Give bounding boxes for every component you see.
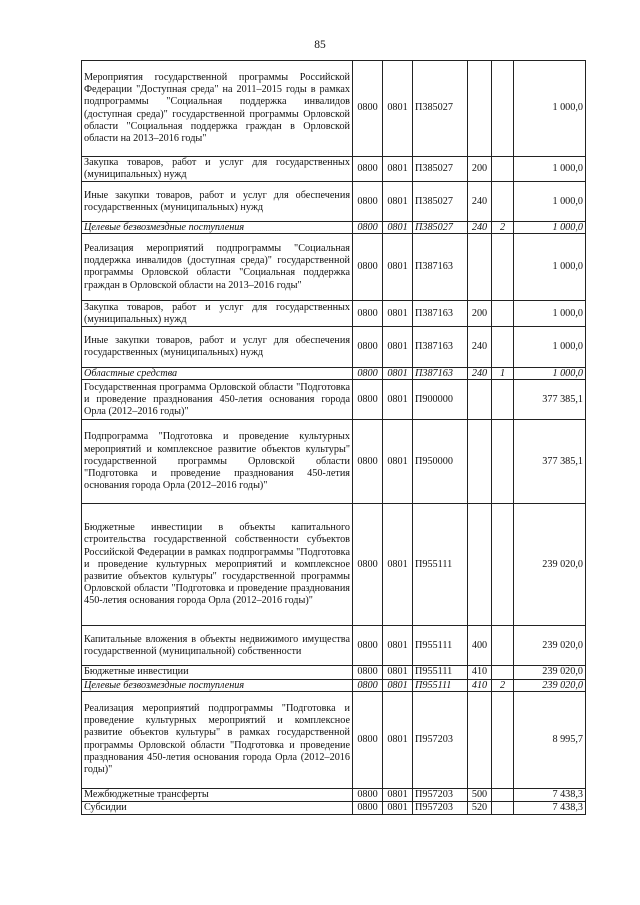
amount-value: 377 385,1: [514, 420, 586, 504]
expense-type-code: 410: [468, 679, 492, 691]
row-description: Межбюджетные трансферты: [82, 788, 353, 801]
funding-source-code: [492, 788, 514, 801]
section-code: 0800: [353, 222, 383, 234]
amount-value: 1 000,0: [514, 182, 586, 222]
funding-source-code: [492, 626, 514, 666]
amount-value: 7 438,3: [514, 801, 586, 814]
table-row: [82, 691, 586, 788]
subsection-code: 0801: [383, 679, 413, 691]
subsection-code: 0801: [383, 380, 413, 420]
expense-type-code: 240: [468, 222, 492, 234]
section-code: 0800: [353, 157, 383, 182]
subsection-code: 0801: [383, 691, 413, 788]
expense-type-code: [468, 380, 492, 420]
table-row: [82, 157, 586, 182]
row-description: Бюджетные инвестиции в объекты капитального строительства государственной собственности субъектов Российской Федерации в рамках подпрограммы "Подготовка и проведение культурных мероприятий и комплексное развитие объектов культуры" государственной программы Орловской области "Подготовка и проведение празднования 450-летия основания города Орла (2012–2016 годы)": [82, 504, 353, 626]
subsection-code: 0801: [383, 157, 413, 182]
row-description: Иные закупки товаров, работ и услуг для обеспечения государственных (муниципальных) нужд: [82, 327, 353, 368]
table-row: [82, 420, 586, 504]
row-description: Целевые безвозмездные поступления: [82, 679, 353, 691]
funding-source-code: [492, 801, 514, 814]
budget-table: [81, 60, 586, 815]
target-article-code: П955111: [413, 626, 468, 666]
target-article-code: П385027: [413, 157, 468, 182]
target-article-code: П387163: [413, 368, 468, 380]
amount-value: 1 000,0: [514, 157, 586, 182]
subsection-code: 0801: [383, 420, 413, 504]
section-code: 0800: [353, 788, 383, 801]
subsection-code: 0801: [383, 234, 413, 301]
expense-type-code: 410: [468, 666, 492, 679]
amount-value: 1 000,0: [514, 327, 586, 368]
expense-type-code: 200: [468, 301, 492, 327]
table-row: [82, 380, 586, 420]
row-description: Субсидии: [82, 801, 353, 814]
subsection-code: 0801: [383, 182, 413, 222]
amount-value: 239 020,0: [514, 666, 586, 679]
funding-source-code: [492, 61, 514, 157]
table-row: [82, 801, 586, 814]
section-code: 0800: [353, 368, 383, 380]
target-article-code: П900000: [413, 380, 468, 420]
funding-source-code: 2: [492, 222, 514, 234]
expense-type-code: [468, 504, 492, 626]
amount-value: 1 000,0: [514, 222, 586, 234]
expense-type-code: [468, 234, 492, 301]
subsection-code: 0801: [383, 327, 413, 368]
section-code: 0800: [353, 679, 383, 691]
row-description: Реализация мероприятий подпрограммы "Социальная поддержка инвалидов (доступная среда)" государственной программы Орловской области "Социальная поддержка граждан в Орловской области на 2013–2016 годы": [82, 234, 353, 301]
target-article-code: П385027: [413, 222, 468, 234]
target-article-code: П385027: [413, 182, 468, 222]
subsection-code: 0801: [383, 504, 413, 626]
table-row: [82, 234, 586, 301]
expense-type-code: 240: [468, 327, 492, 368]
amount-value: 1 000,0: [514, 301, 586, 327]
target-article-code: П955111: [413, 679, 468, 691]
section-code: 0800: [353, 420, 383, 504]
target-article-code: П387163: [413, 234, 468, 301]
section-code: 0800: [353, 380, 383, 420]
target-article-code: П950000: [413, 420, 468, 504]
expense-type-code: [468, 420, 492, 504]
row-description: Областные средства: [82, 368, 353, 380]
funding-source-code: [492, 691, 514, 788]
row-description: Иные закупки товаров, работ и услуг для обеспечения государственных (муниципальных) нужд: [82, 182, 353, 222]
expense-type-code: 240: [468, 182, 492, 222]
section-code: 0800: [353, 626, 383, 666]
page-number: 85: [314, 39, 326, 51]
table-row: [82, 222, 586, 234]
target-article-code: П385027: [413, 61, 468, 157]
funding-source-code: [492, 504, 514, 626]
section-code: 0800: [353, 301, 383, 327]
row-description: Капитальные вложения в объекты недвижимого имущества государственной (муниципальной) собственности: [82, 626, 353, 666]
funding-source-code: [492, 301, 514, 327]
subsection-code: 0801: [383, 222, 413, 234]
section-code: 0800: [353, 61, 383, 157]
subsection-code: 0801: [383, 788, 413, 801]
amount-value: 8 995,7: [514, 691, 586, 788]
section-code: 0800: [353, 691, 383, 788]
funding-source-code: [492, 666, 514, 679]
expense-type-code: 200: [468, 157, 492, 182]
table-row: [82, 788, 586, 801]
table-row: [82, 327, 586, 368]
section-code: 0800: [353, 666, 383, 679]
funding-source-code: [492, 327, 514, 368]
subsection-code: 0801: [383, 801, 413, 814]
amount-value: 239 020,0: [514, 504, 586, 626]
row-description: Закупка товаров, работ и услуг для государственных (муниципальных) нужд: [82, 157, 353, 182]
target-article-code: П387163: [413, 301, 468, 327]
table-row: [82, 504, 586, 626]
expense-type-code: 500: [468, 788, 492, 801]
expense-type-code: 240: [468, 368, 492, 380]
table-row: [82, 182, 586, 222]
target-article-code: П957203: [413, 801, 468, 814]
amount-value: 7 438,3: [514, 788, 586, 801]
target-article-code: П957203: [413, 788, 468, 801]
funding-source-code: [492, 157, 514, 182]
subsection-code: 0801: [383, 301, 413, 327]
row-description: Подпрограмма "Подготовка и проведение культурных мероприятий и комплексное развитие объектов культуры" государственной программы Орловской области "Подготовка и проведение празднования 450-летия основания города Орла (2012–2016 годы)": [82, 420, 353, 504]
target-article-code: П387163: [413, 327, 468, 368]
funding-source-code: [492, 420, 514, 504]
amount-value: 1 000,0: [514, 61, 586, 157]
funding-source-code: [492, 182, 514, 222]
table-row: [82, 666, 586, 679]
funding-source-code: [492, 234, 514, 301]
target-article-code: П955111: [413, 504, 468, 626]
table-row: [82, 679, 586, 691]
amount-value: 1 000,0: [514, 234, 586, 301]
section-code: 0800: [353, 234, 383, 301]
funding-source-code: 1: [492, 368, 514, 380]
section-code: 0800: [353, 182, 383, 222]
section-code: 0800: [353, 327, 383, 368]
amount-value: 239 020,0: [514, 626, 586, 666]
amount-value: 377 385,1: [514, 380, 586, 420]
row-description: Реализация мероприятий подпрограммы "Подготовка и проведение культурных мероприятий и комплексное развитие объектов культуры" в рамках государственной программы Орловской области "Подготовка и проведение празднования 450-летия основания города Орла (2012–2016 годы)": [82, 691, 353, 788]
funding-source-code: [492, 380, 514, 420]
table-row: [82, 626, 586, 666]
table-row: [82, 61, 586, 157]
target-article-code: П957203: [413, 691, 468, 788]
amount-value: 1 000,0: [514, 368, 586, 380]
section-code: 0800: [353, 801, 383, 814]
expense-type-code: 400: [468, 626, 492, 666]
expense-type-code: [468, 61, 492, 157]
row-description: Закупка товаров, работ и услуг для государственных (муниципальных) нужд: [82, 301, 353, 327]
subsection-code: 0801: [383, 61, 413, 157]
row-description: Мероприятия государственной программы Российской Федерации "Доступная среда" на 2011–2015 годы в рамках подпрограммы "Социальная поддержка инвалидов (доступная среда)" государственной программы Орловской области "Социальная поддержка граждан в Орловской области на 2013–2016 годы": [82, 61, 353, 157]
expense-type-code: [468, 691, 492, 788]
subsection-code: 0801: [383, 368, 413, 380]
funding-source-code: 2: [492, 679, 514, 691]
subsection-code: 0801: [383, 626, 413, 666]
subsection-code: 0801: [383, 666, 413, 679]
table-row: [82, 301, 586, 327]
target-article-code: П955111: [413, 666, 468, 679]
row-description: Государственная программа Орловской области "Подготовка и проведение празднования 450-летия основания города Орла (2012–2016 годы)": [82, 380, 353, 420]
amount-value: 239 020,0: [514, 679, 586, 691]
row-description: Целевые безвозмездные поступления: [82, 222, 353, 234]
row-description: Бюджетные инвестиции: [82, 666, 353, 679]
table-row: [82, 368, 586, 380]
expense-type-code: 520: [468, 801, 492, 814]
section-code: 0800: [353, 504, 383, 626]
